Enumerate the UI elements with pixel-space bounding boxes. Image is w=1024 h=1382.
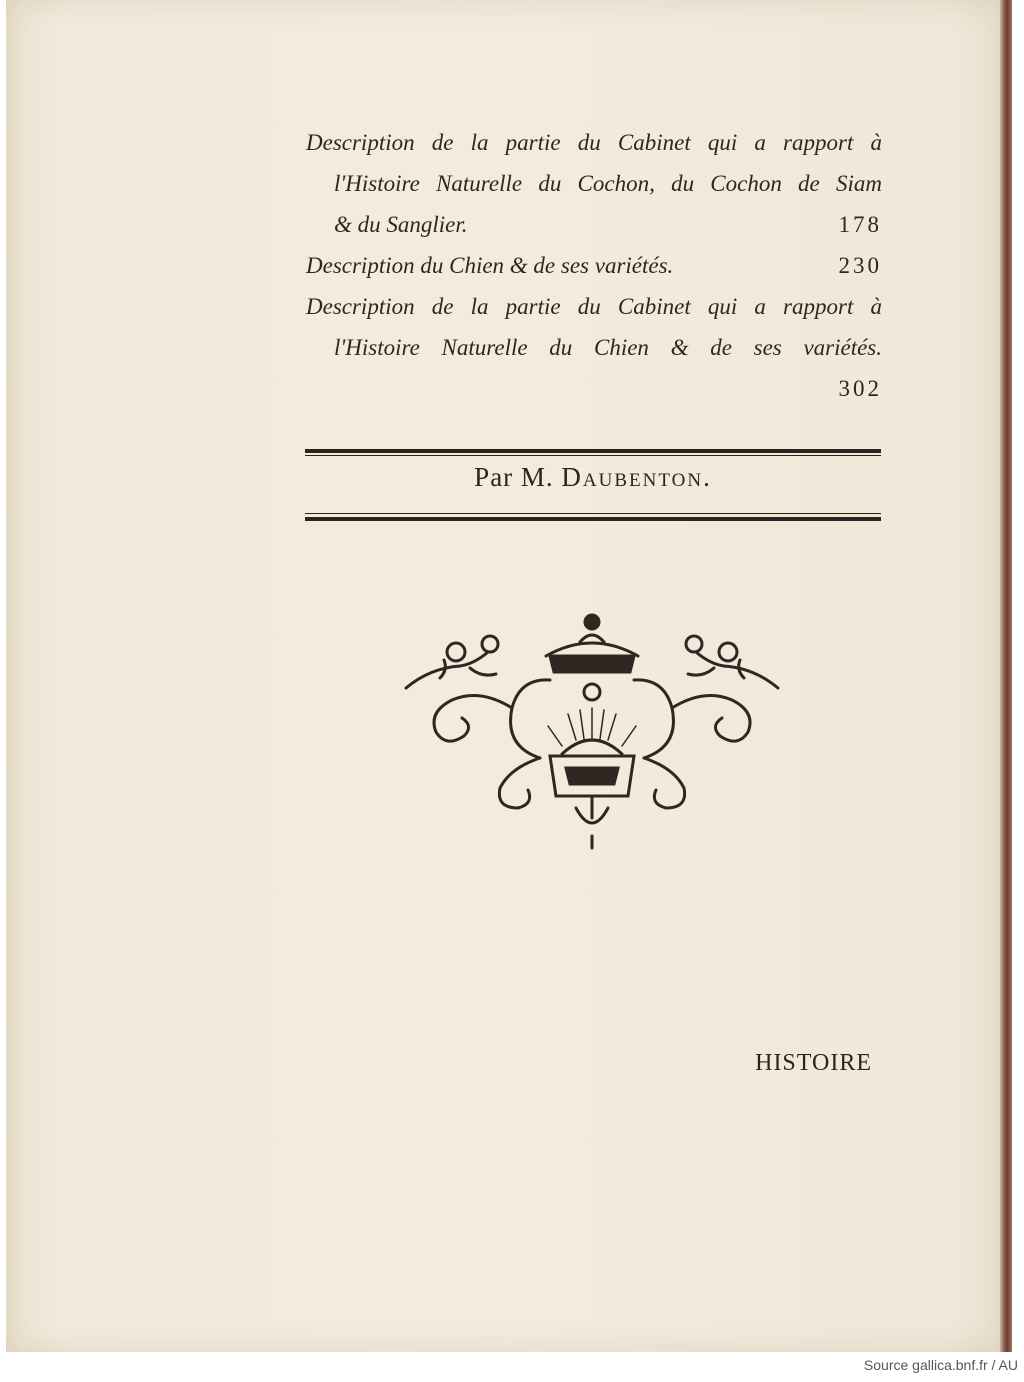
toc-entry-cabinet-chien (306, 286, 882, 409)
toc-entry-text: & du Sanglier. (334, 212, 468, 237)
toc-entry-line: l'Histoire Naturelle du Cochon, du Cochon de Siam (334, 171, 882, 196)
toc-page-number: 230 (838, 253, 882, 278)
bottom-rule (305, 517, 881, 521)
toc-page-number: 178 (838, 212, 882, 237)
toc-entry-line: l'Histoire Naturelle du Chien & de ses variétés. (334, 335, 882, 360)
table-of-contents (306, 122, 882, 409)
author-line (305, 462, 881, 493)
book-binding-edge (1000, 0, 1012, 1352)
toc-entry-text: Description du Chien & de ses variétés. (306, 253, 674, 278)
bottom-rule-thin (305, 513, 881, 514)
toc-entry-line: Description de la partie du Cabinet qui a rapport à (306, 294, 882, 319)
toc-entry-line (306, 245, 882, 286)
top-rule (305, 449, 881, 453)
toc-entry-chien (306, 245, 882, 286)
toc-entry-line: Description de la partie du Cabinet qui a rapport à (306, 130, 882, 155)
author-name: Daubenton. (561, 462, 712, 492)
toc-entry-line (306, 368, 882, 409)
source-credit: Source gallica.bnf.fr / AU (863, 1357, 1018, 1373)
catchword: HISTOIRE (755, 1050, 872, 1076)
author-prefix: Par M. (474, 462, 554, 492)
toc-page-number: 302 (838, 376, 882, 401)
toc-entry-line (306, 204, 882, 245)
printer-ornament-vignette (400, 608, 784, 852)
toc-entry-cochon (306, 122, 882, 245)
top-rule-thin (305, 455, 881, 456)
